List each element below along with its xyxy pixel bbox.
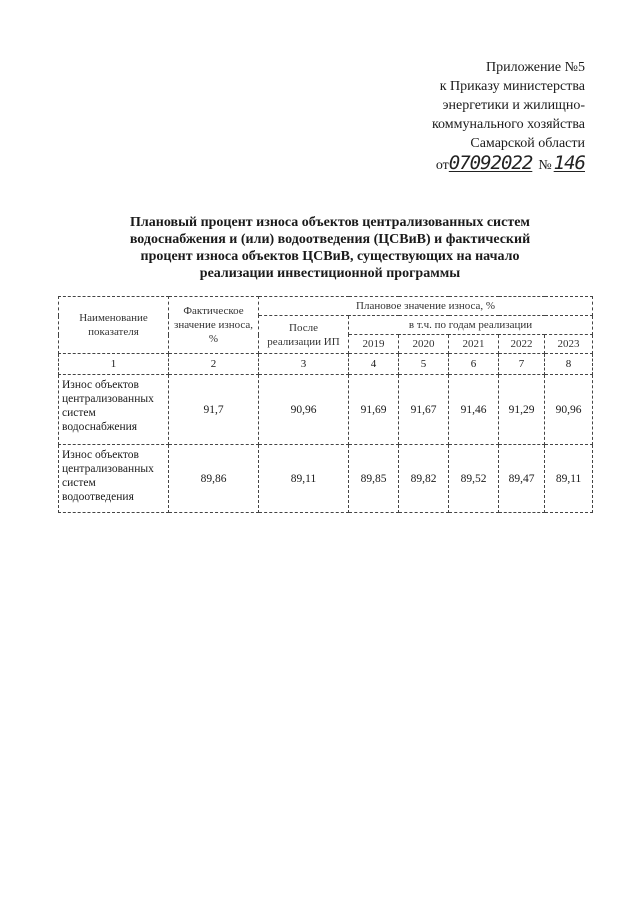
appendix-line: энергетики и жилищно- — [442, 98, 585, 113]
column-number: 7 — [499, 354, 545, 375]
cell-value: 90,96 — [545, 375, 593, 445]
row-name: Износ объектов централизованных систем водоотведения — [59, 445, 169, 513]
column-number: 4 — [349, 354, 399, 375]
title-line: водоснабжения и (или) водоотведения (ЦСВиВ) и фактический — [129, 232, 531, 247]
header-after-ip: После реализации ИП — [259, 316, 349, 354]
row-name: Износ объектов централизованных систем водоснабжения — [59, 375, 169, 445]
date-prefix: от — [435, 158, 449, 173]
cell-value: 91,7 — [169, 375, 259, 445]
handwritten-date: 07092022 — [448, 152, 533, 174]
table-row — [59, 375, 593, 445]
cell-value: 89,52 — [449, 445, 499, 513]
header-year: 2020 — [399, 335, 449, 354]
handwritten-number: 146 — [553, 152, 585, 174]
title-line: Плановый процент износа объектов централизованных систем — [130, 215, 530, 230]
column-number-row — [59, 354, 593, 375]
appendix-line: коммунального хозяйства — [431, 117, 585, 132]
cell-value: 89,85 — [349, 445, 399, 513]
cell-value: 90,96 — [259, 375, 349, 445]
appendix-line: Приложение №5 — [486, 60, 585, 75]
cell-value: 89,47 — [499, 445, 545, 513]
header-planned-group: Плановое значение износа, % — [259, 297, 593, 316]
wear-percentage-table — [58, 296, 593, 513]
document-title — [80, 214, 580, 282]
cell-value: 91,46 — [449, 375, 499, 445]
cell-value: 89,11 — [259, 445, 349, 513]
header-year: 2021 — [449, 335, 499, 354]
column-number: 3 — [259, 354, 349, 375]
column-number: 2 — [169, 354, 259, 375]
header-year: 2019 — [349, 335, 399, 354]
appendix-line: к Приказу министерства — [439, 79, 585, 94]
appendix-header — [432, 58, 585, 175]
table-header-row — [59, 297, 593, 316]
header-year: 2022 — [499, 335, 545, 354]
column-number: 8 — [545, 354, 593, 375]
order-date-number — [432, 154, 585, 175]
cell-value: 91,29 — [499, 375, 545, 445]
cell-value: 89,11 — [545, 445, 593, 513]
appendix-line: Самарской области — [470, 136, 585, 151]
column-number: 5 — [399, 354, 449, 375]
cell-value: 91,69 — [349, 375, 399, 445]
header-by-years: в т.ч. по годам реализации — [349, 316, 593, 335]
title-line: процент износа объектов ЦСВиВ, существующих на начало — [140, 249, 520, 264]
cell-value: 91,67 — [399, 375, 449, 445]
number-sign: № — [538, 158, 552, 173]
table-row — [59, 445, 593, 513]
column-number: 1 — [59, 354, 169, 375]
column-number: 6 — [449, 354, 499, 375]
header-name: Наименование показателя — [59, 297, 169, 354]
cell-value: 89,82 — [399, 445, 449, 513]
header-actual: Фактическое значение износа, % — [169, 297, 259, 354]
cell-value: 89,86 — [169, 445, 259, 513]
title-line: реализации инвестиционной программы — [199, 266, 461, 281]
header-year: 2023 — [545, 335, 593, 354]
